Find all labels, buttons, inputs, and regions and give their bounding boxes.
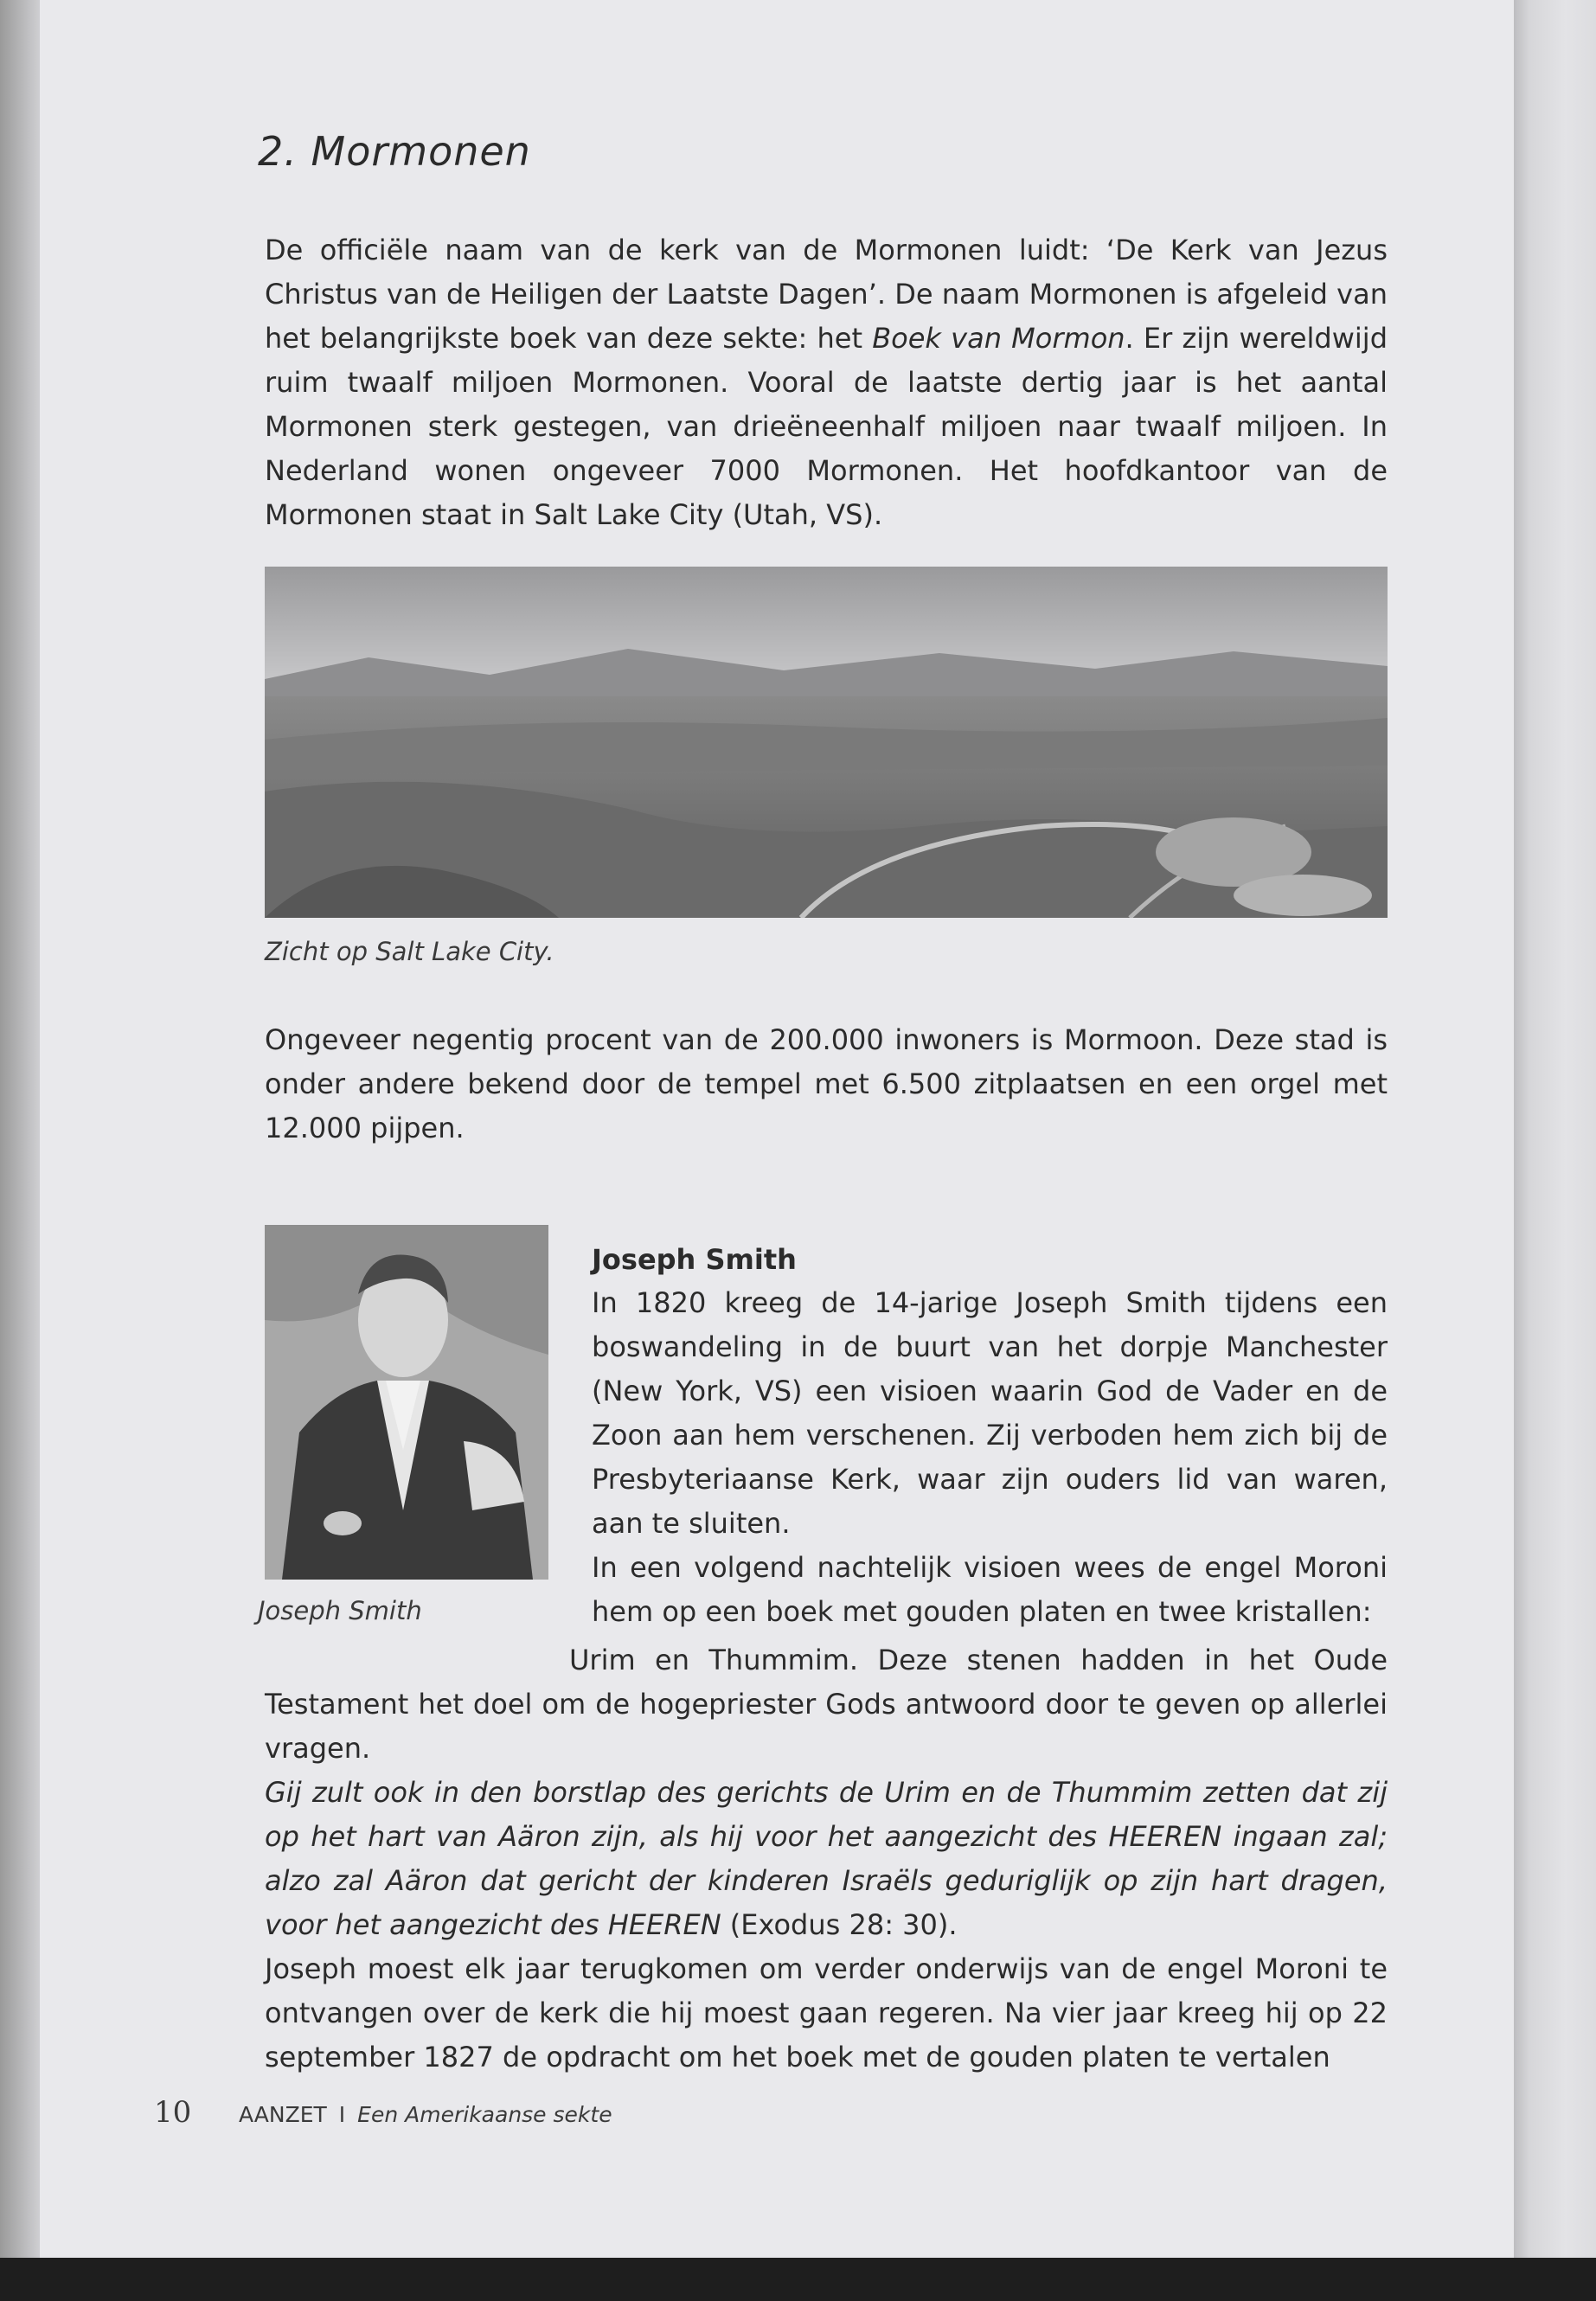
city-paragraph: Ongeveer negentig procent van de 200.000 inwoners is Mormoon. Deze stad is onder andere bekend door de tempel met 6.500 zitplaatsen en een orgel met 12.000 pijpen. [265, 1023, 1388, 1144]
chapter-name: Een Amerikaanse sekte [357, 2102, 612, 2127]
intro-text-end: . Er zijn wereldwijd ruim twaalf miljoen Mormonen. Vooral de laatste dertig jaar is het aantal Mormonen sterk gestegen, van drieëneenhalf miljoen naar twaalf miljoen. In Nederland wonen ongeveer 7000 Mormonen. Het hoofdkantoor van de Mormonen staat in Salt Lake City (Utah, VS). [265, 322, 1388, 531]
portrait-caption: Joseph Smith [258, 1596, 422, 1625]
joseph-paragraph-2-start: In een volgend nachtelijk visioen wees de engel Moroni hem op een boek met gouden platen en twee kristallen: [592, 1551, 1388, 1628]
scan-bottom-edge [0, 2258, 1596, 2301]
book-title-italic: Boek van Mormon [872, 322, 1125, 355]
portrait-illustration [265, 1225, 548, 1580]
facing-page-gutter [1514, 0, 1596, 2258]
page-number: 10 [154, 2095, 192, 2130]
joseph-smith-portrait [265, 1225, 548, 1580]
exodus-quote [265, 1771, 1388, 1947]
intro-text-start: De officiële naam van de kerk van de Mormonen luidt: ‘De Kerk van Jezus Christus van de Heiligen der Laatste Dagen’. De naam Mormonen is afgeleid van het belangrijkste boek van deze sekte: het [265, 234, 1388, 355]
urim-thummim-text: Urim en Thummim. Deze stenen hadden in het Oude Testament het doel om de hogepriester Gods antwoord door te geven op allerlei vragen. [265, 1644, 1388, 1765]
section-title: 2. Mormonen [258, 128, 531, 175]
joseph-continued-text [265, 1594, 1388, 2080]
joseph-paragraph-3: Joseph moest elk jaar terugkomen om verder onderwijs van de engel Moroni te ontvangen over de kerk die hij moest gaan regeren. Na vier jaar kreeg hij op 22 september 1827 de opdracht om het boek met de gouden platen te vertalen [265, 1952, 1388, 2073]
city-photo-caption: Zicht op Salt Lake City. [265, 937, 554, 966]
exodus-quote-text: Gij zult ook in den borstlap des gerichts de Urim en de Thummim zetten dat zij op het hart van Aäron zijn, als hij voor het aangezicht des HEEREN ingaan zal; alzo zal Aäron dat gericht der kinderen Israëls geduriglijk op zijn hart dragen, voor het aangezicht des HEEREN [265, 1776, 1388, 1941]
book-spine-shadow [0, 0, 40, 2258]
intro-paragraph [265, 228, 1388, 537]
salt-lake-city-photo [265, 567, 1388, 918]
joseph-smith-heading: Joseph Smith [592, 1243, 797, 1276]
footer-separator: I [338, 2102, 346, 2127]
running-footer [239, 2102, 612, 2127]
exodus-reference: (Exodus 28: 30). [721, 1908, 958, 1941]
joseph-paragraph-2-continued [265, 1638, 1388, 1771]
city-panorama-illustration [265, 567, 1388, 918]
series-name: AANZET [239, 2102, 327, 2127]
joseph-paragraph-1: In 1820 kreeg de 14-jarige Joseph Smith tijdens een boswandeling in de buurt van het dorpje Manchester (New York, VS) een visioen waarin God de Vader en de Zoon aan hem verschenen. Zij verboden hem zich bij de Presbyteriaanse Kerk, waar zijn ouders lid van waren, aan te sluiten. [592, 1286, 1388, 1540]
joseph-smith-section [592, 1238, 1388, 1634]
